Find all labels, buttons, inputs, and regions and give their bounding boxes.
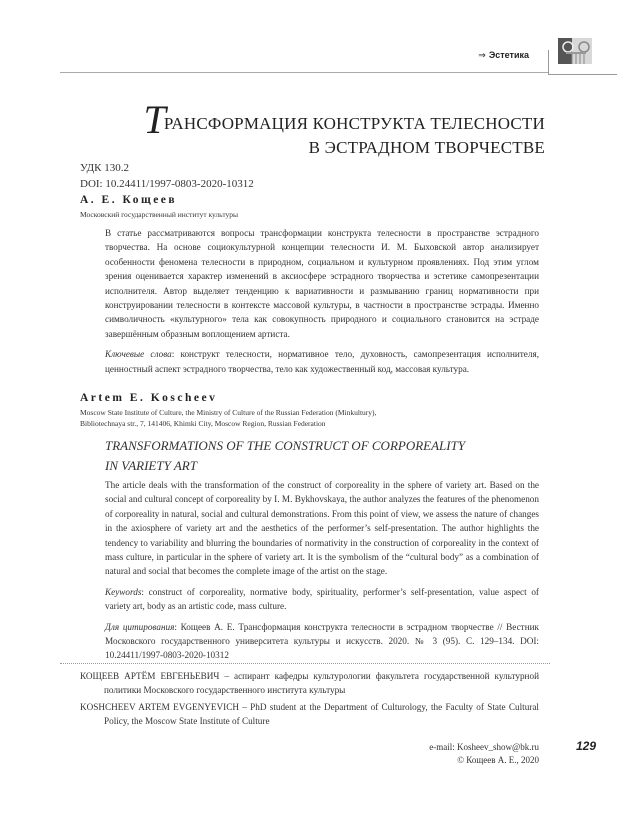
title-line-2: В ЭСТРАДНОМ ТВОРЧЕСТВЕ [308,138,545,157]
doi: DOI: 10.24411/1997-0803-2020-10312 [80,178,254,190]
institution-ru: Московский государственный институт культуры [80,210,239,219]
keywords-ru [105,347,539,376]
section-label [478,50,529,61]
udk: УДК 130.2 [80,162,130,174]
abstract-en-text: The article deals with the transformation of the construct of corporeality in the sphere of variety art. Based on the social and cultural concept of corporeality by I. M. Bykhovskaya, the author analyzes the features of the phenomenon of corporeality in natural, social and cultural demonstrations. From this point of view, we assess the nature of changes in the axiosphere of variety art and the aesthetics of the performer’s self-presentation. The author highlights the tendency to variability and blurring the boundaries of normativity in the construction of corporeality in the context of mass culture, in particular in the sphere of variety art. It is the symbolism of the “cultural body” as a combination of natural and social that becomes the complete image of the artist on the stage. [105,480,539,577]
dotted-divider [60,663,550,664]
abstract-ru [105,226,539,376]
keywords-text: : construct of corporeality, normative body, spirituality, performer’s self-presentation, value aspect of variety art, body as an artistic code, mass culture. [105,586,539,612]
section-name: Эстетика [488,50,529,60]
author-ru: А. Е. Кощеев [80,194,178,206]
ionic-column-icon [558,38,592,64]
keywords-label: Ключевые слова [105,349,172,360]
article-title-ru [143,97,545,160]
bio-ru: КОЩЕЕВ АРТЁМ ЕВГЕНЬЕВИЧ – аспирант кафедры культурологии факультета государственной культурной политики Московского государственного института культуры [80,671,539,695]
copyright: © Кощеев А. Е., 2020 [457,755,539,765]
affiliation-en [80,407,376,429]
title-en-line-2: IN VARIETY ART [105,458,197,473]
affiliation-line-2: Bibliotechnaya str., 7, 141406, Khimki City, Moscow Region, Russian Federation [80,419,326,428]
keywords-label: Keywords [105,586,142,597]
abstract-ru-text: В статье рассматриваются вопросы трансформации конструкта телесности в пространстве эстрадного творчества. На основе социокультурной концепции телесности И. М. Быховской автор анализирует особенности феномена телесности в природном, социальном и культурном проявлениях. Под этим углом зрения оценивается характер изменений в аксиосфере эстрадного творчества и эстетике самопрезентации исполнителя. Автор выделяет тенденцию к вариативности и размыванию границ нормативности при конструировании телесности в контексте массовой культуры, в частности в пространстве эстрады. Именно символичность «культурного» тела как совокупность природного и социального становится на эстраде завершённым образным воплощением артиста. [105,228,539,339]
contact [429,741,539,767]
keywords-text: : конструкт телесности, нормативное тело, духовность, самопрезентация исполнителя, ценностный аспект эстрадного творчества, тело как художественный код, массовая культура. [105,349,539,374]
keywords-en [105,585,539,614]
title-line-1: РАНСФОРМАЦИЯ КОНСТРУКТА ТЕЛЕСНОСТИ [163,114,545,133]
citation-label: Для цитирования [105,621,175,632]
article-meta [80,160,254,192]
abstract-en [105,478,539,663]
author-bio [80,670,539,732]
citation-text: : Кощеев А. Е. Трансформация конструкта телесности в эстрадном творчестве // Вестник Московского государственного университета культуры и искусств. 2020. № 3 (95). С. 129–134. DOI: 10.24411/1997-0803-2020-10312 [105,621,539,661]
page-number: 129 [576,739,597,753]
email[interactable]: e-mail: Kosheev_show@bk.ru [429,742,539,752]
title-initial: Т [143,97,166,142]
citation [105,620,539,663]
affiliation-line-1: Moscow State Institute of Culture, the Ministry of Culture of the Russian Federation (Minkultury), [80,408,377,417]
article-title-en [105,436,465,476]
author-en: Artem E. Koscheev [80,392,218,404]
arrow-icon: ⇒ [478,50,486,60]
bio-en: KOSHCHEEV ARTEM EVGENYEVICH – PhD student at the Department of Culturology, the Faculty of State Cultural Policy, the Moscow State Institute of Culture [80,702,539,726]
header-rule [60,72,548,73]
title-en-line-1: TRANSFORMATIONS OF THE CONSTRUCT OF CORPOREALITY [105,438,466,453]
